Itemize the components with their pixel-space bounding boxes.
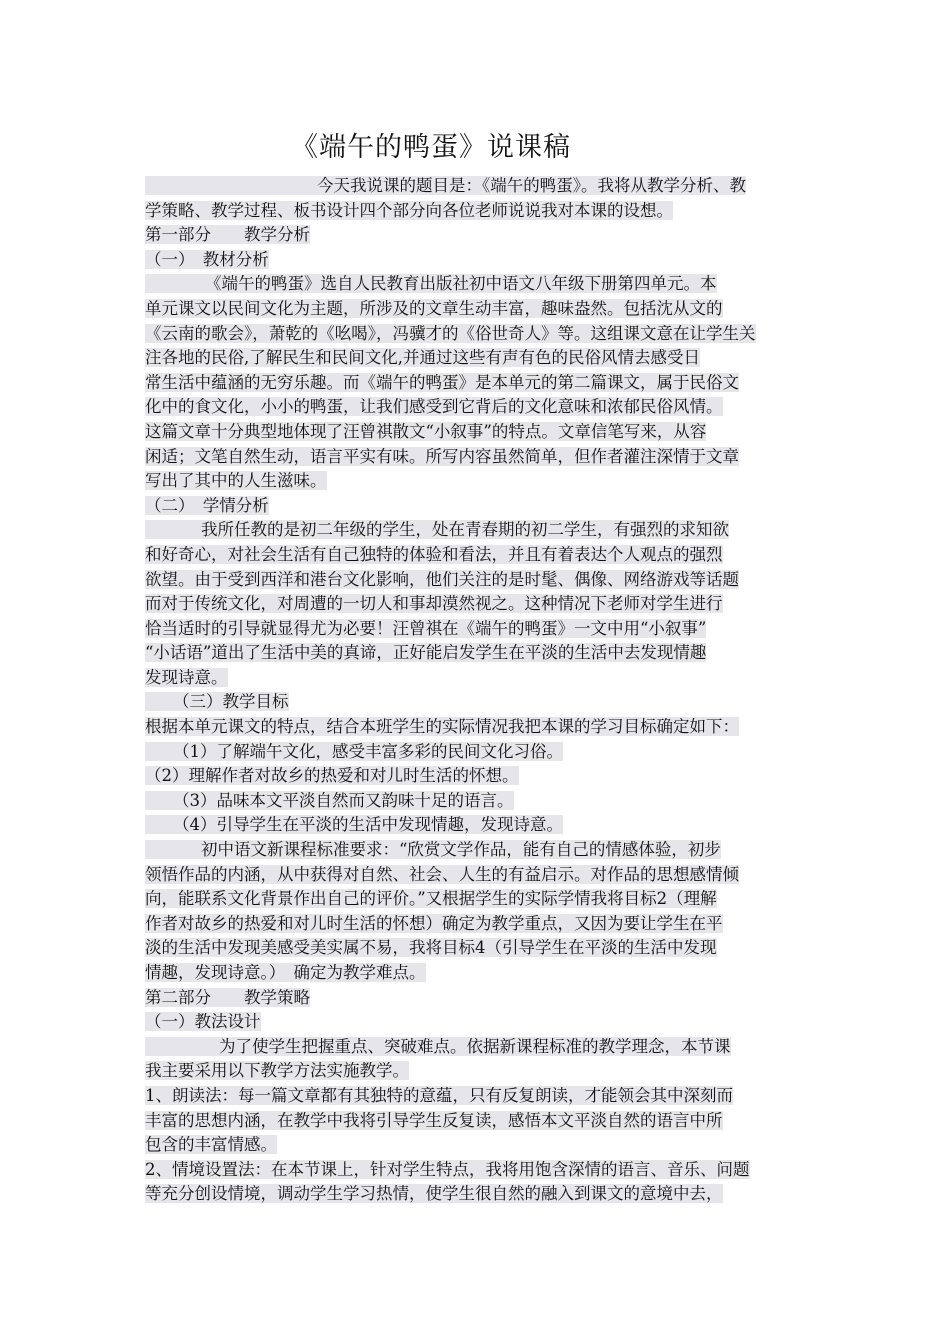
text-line bbox=[145, 1059, 813, 1084]
text-line bbox=[145, 789, 813, 814]
document-title: 《端午的鸭蛋》说课稿 bbox=[291, 132, 571, 163]
text-line bbox=[145, 322, 813, 347]
text-line bbox=[145, 494, 813, 519]
text-line bbox=[145, 1010, 813, 1035]
line-text: 1、朗读法：每一篇文章都有其独特的意蕴，只有反复朗读，才能领会其中深刻而 bbox=[145, 1085, 733, 1105]
line-text: 《端午的鸭蛋》选自人民教育出版社初中语文八年级下册第四单元。本 bbox=[205, 274, 717, 294]
line-text: 我主要采用以下教学方法实施教学。 bbox=[145, 1061, 409, 1081]
text-line bbox=[145, 568, 813, 593]
text-line bbox=[145, 641, 813, 666]
text-line bbox=[145, 1035, 813, 1060]
line-text: 第一部分 教学分析 bbox=[145, 225, 310, 245]
line-text: 包含的丰富情感。 bbox=[145, 1135, 277, 1155]
line-text: （一） 教材分析 bbox=[145, 249, 269, 269]
line-text: 学策略、教学过程、板书设计四个部分向各位老师说说我对本课的设想。 bbox=[145, 200, 673, 220]
line-text: 今天我说课的题目是：《端午的鸭蛋》。我将从教学分析、教 bbox=[317, 176, 746, 195]
line-text: 情趣，发现诗意。） 确定为教学难点。 bbox=[145, 963, 426, 982]
text-line bbox=[145, 371, 813, 396]
indent-highlight bbox=[145, 692, 173, 711]
text-line bbox=[145, 420, 813, 445]
text-line bbox=[145, 346, 813, 371]
text-line bbox=[145, 174, 813, 199]
text-line bbox=[145, 272, 813, 297]
text-line bbox=[145, 518, 813, 543]
text-line bbox=[145, 715, 813, 740]
line-text: 常生活中蕴涵的无穷乐趣。而《端午的鸭蛋》是本单元的第二篇课文，属于民俗文 bbox=[145, 372, 739, 392]
text-line bbox=[145, 617, 813, 642]
line-text: 恰当适时的引导就显得尤为必要！汪曾祺在《端午的鸭蛋》一文中用“小叙事” bbox=[145, 618, 707, 638]
line-text: 根据本单元课文的特点，结合本班学生的实际情况我把本课的学习目标确定如下： bbox=[145, 717, 739, 737]
line-text: 单元课文以民间文化为主题，所涉及的文章生动丰富，趣味盎然。包括沈从文的 bbox=[145, 298, 723, 318]
line-text: 初中语文新课程标准要求：“欣赏文学作品，能有自己的情感体验，初步 bbox=[201, 840, 721, 860]
document-body bbox=[145, 174, 813, 1207]
line-text: “小话语”道出了生活中美的真谛，正好能启发学生在平淡的生活中去发现情趣 bbox=[145, 643, 707, 663]
indent-highlight bbox=[145, 520, 201, 539]
indent-highlight bbox=[145, 742, 173, 761]
text-line bbox=[145, 690, 813, 715]
text-line bbox=[145, 740, 813, 765]
line-text: 2、情境设置法：在本节课上，针对学生特点，我将用饱含深情的语言、音乐、问题 bbox=[145, 1159, 750, 1179]
line-text: （1）了解端午文化，感受丰富多彩的民间文化习俗。 bbox=[173, 741, 563, 761]
line-text: 淡的生活中发现美感受美实属不易，我将目标4（引导学生在平淡的生活中发现 bbox=[145, 938, 717, 958]
line-text: 《云南的歌会》，萧乾的《吆喝》，冯骥才的《俗世奇人》等。这组课文意在让学生关 bbox=[145, 323, 756, 343]
line-text: 等充分创设情境，调动学生学习热情，使学生很自然的融入到课文的意境中去， bbox=[145, 1184, 723, 1204]
text-line bbox=[145, 592, 813, 617]
line-text: 向，能联系文化背景作出自己的评价。”又根据学生的实际学情我将目标2（理解 bbox=[145, 889, 717, 909]
indent-highlight bbox=[145, 840, 201, 859]
line-text: 欲望。由于受到西洋和港台文化影响，他们关注的是时髦、偶像、网络游戏等话题 bbox=[145, 569, 739, 589]
indent-highlight bbox=[145, 274, 205, 293]
line-text: （三）教学目标 bbox=[173, 692, 289, 712]
line-text: 丰富的思想内涵，在教学中我将引导学生反复读，感悟本文平淡自然的语言中所 bbox=[145, 1110, 723, 1130]
line-text: 领悟作品的内涵，从中获得对自然、社会、人生的有益启示。对作品的思想感情倾 bbox=[145, 864, 739, 884]
text-line bbox=[145, 838, 813, 863]
line-text: 这篇文章十分典型地体现了汪曾祺散文“小叙事”的特点。文章信笔写来，从容 bbox=[145, 421, 707, 441]
line-text: 发现诗意。 bbox=[145, 667, 228, 687]
text-line bbox=[145, 912, 813, 937]
line-text: （一）教法设计 bbox=[145, 1012, 261, 1032]
line-text: （3）品味本文平淡自然而又韵味十足的语言。 bbox=[173, 790, 514, 810]
text-line bbox=[145, 863, 813, 888]
line-text: 写出了其中的人生滋味。 bbox=[145, 471, 327, 491]
text-line bbox=[145, 445, 813, 470]
line-text: 第二部分 教学策略 bbox=[145, 987, 310, 1007]
indent-highlight bbox=[145, 176, 317, 195]
text-line bbox=[145, 223, 813, 248]
indent-highlight bbox=[145, 791, 173, 810]
text-line bbox=[145, 813, 813, 838]
line-text: 为了使学生把握重点、突破难点。依据新课程标准的教学理念，本节课 bbox=[219, 1036, 731, 1056]
text-line bbox=[145, 1133, 813, 1158]
line-text: （4）引导学生在平淡的生活中发现情趣，发现诗意。 bbox=[173, 815, 563, 835]
text-line bbox=[145, 248, 813, 273]
line-text: （2）理解作者对故乡的热爱和对儿时生活的怀想。 bbox=[145, 766, 519, 786]
line-text: 化中的食文化，小小的鸭蛋，让我们感受到它背后的文化意味和浓郁民俗风情。 bbox=[145, 397, 723, 417]
line-text: 我所任教的是初二年级的学生，处在青春期的初二学生，有强烈的求知欲 bbox=[201, 520, 729, 540]
text-line bbox=[145, 1084, 813, 1109]
text-line bbox=[145, 395, 813, 420]
line-text: 闲适；文笔自然生动，语言平实有味。所写内容虽然简单，但作者灌注深情于文章 bbox=[145, 446, 739, 466]
text-line bbox=[145, 1109, 813, 1134]
text-line bbox=[145, 986, 813, 1011]
indent-highlight bbox=[145, 815, 173, 834]
text-line bbox=[145, 936, 813, 961]
line-text: 和好奇心，对社会生活有自己独特的体验和看法，并且有着表达个人观点的强烈 bbox=[145, 544, 723, 564]
text-line bbox=[145, 1158, 813, 1183]
text-line bbox=[145, 469, 813, 494]
text-line bbox=[145, 199, 813, 224]
text-line bbox=[145, 666, 813, 691]
text-line bbox=[145, 961, 813, 986]
text-line bbox=[145, 764, 813, 789]
text-line bbox=[145, 1182, 813, 1207]
line-text: 而对于传统文化，对周遭的一切人和事却漠然视之。这种情况下老师对学生进行 bbox=[145, 594, 723, 614]
line-text: （二） 学情分析 bbox=[145, 495, 269, 515]
line-text: 作者对故乡的热爱和对儿时生活的怀想）确定为教学重点，又因为要让学生在平 bbox=[145, 913, 723, 933]
text-line bbox=[145, 887, 813, 912]
indent-highlight bbox=[145, 1037, 219, 1056]
line-text: 注各地的民俗,了解民生和民间文化,并通过这些有声有色的民俗风情去感受日 bbox=[145, 348, 700, 368]
text-line bbox=[145, 543, 813, 568]
text-line bbox=[145, 297, 813, 322]
